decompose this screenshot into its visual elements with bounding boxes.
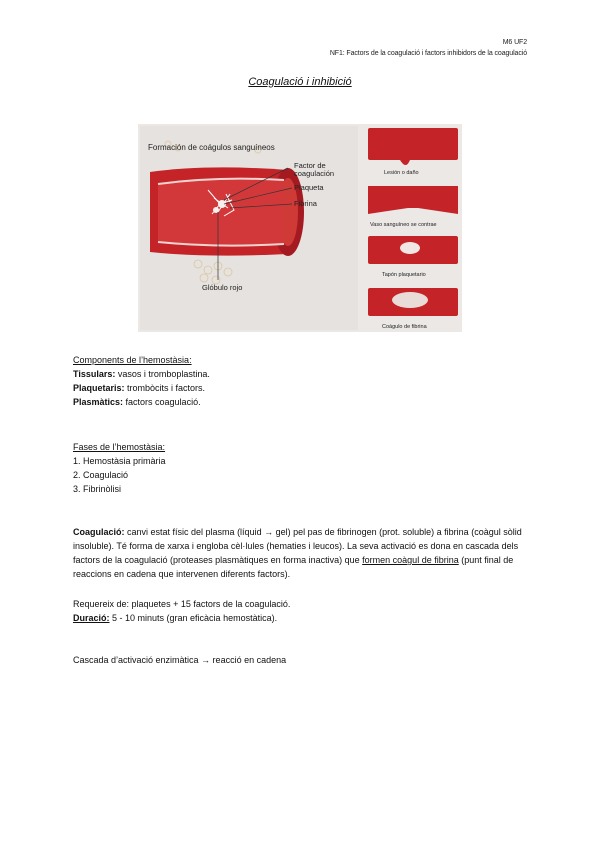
- clot-formation-figure: [138, 124, 462, 332]
- components-heading: Components de l’hemostàsia:: [73, 355, 192, 365]
- step4-clot: [392, 292, 428, 308]
- header-code: M6 UF2: [502, 39, 527, 46]
- label-fibrin: Fibrina: [294, 199, 317, 208]
- figure-title: Formación de coágulos sanguíneos: [148, 143, 275, 152]
- label-factor-2: coagulación: [294, 169, 335, 178]
- step3-label: Tapón plaquetario: [382, 272, 426, 278]
- step2-label: Vaso sanguíneo se contrae: [370, 222, 437, 228]
- step4-label: Coágulo de fibrina: [382, 324, 427, 330]
- components-item-2: Plaquetaris: trombòcits i factors.: [73, 383, 206, 393]
- vessel-lumen: [158, 179, 284, 246]
- requirements-line: Requereix de: plaquetes + 15 factors de la coagulació.: [73, 599, 291, 609]
- phases-heading: Fases de l’hemostàsia:: [73, 442, 166, 452]
- label-rbc: Glóbulo rojo: [202, 283, 243, 292]
- components-item-3: Plasmàtics: factors coagulació.: [73, 397, 201, 407]
- header-subtitle: NF1: Factors de la coagulació i factors inhibidors de la coagulació: [329, 50, 527, 57]
- step1-vessel: [368, 128, 458, 160]
- duration-line: Duració: 5 - 10 minuts (gran eficàcia hemostàtica).: [73, 613, 278, 623]
- components-item-1: Tissulars: vasos i tromboplastina.: [73, 369, 210, 379]
- step3-plug: [400, 242, 420, 254]
- label-factor-1: Factor de: [294, 161, 326, 170]
- phase-item-1: 1. Hemostàsia primària: [73, 456, 166, 466]
- phase-item-3: 3. Fibrinòlisi: [73, 484, 122, 494]
- cascade-line: Cascada d’activació enzimàtica → reacció en cadena: [73, 655, 287, 665]
- label-platelet: Plaqueta: [294, 183, 324, 192]
- phase-item-2: 2. Coagulació: [73, 470, 129, 480]
- coagulation-paragraph: Coagulació: canvi estat físic del plasma (líquid → gel) pel pas de fibrinogen (prot. soluble) a fibrina (coàgul sòlid insoluble). Té forma de xarxa i engloba cèl·lules (hematies i leucos). La seva activació es dona en cascada dels factors de la coagulació (proteases plasmàtiques en forma inactiva) que formen coàgul de fibrina (punt final de reaccions en cadena que intervenen diferents factors).: [73, 527, 522, 579]
- page-title: Coagulació i inhibició: [248, 76, 352, 88]
- step1-label: Lesión o daño: [384, 170, 419, 176]
